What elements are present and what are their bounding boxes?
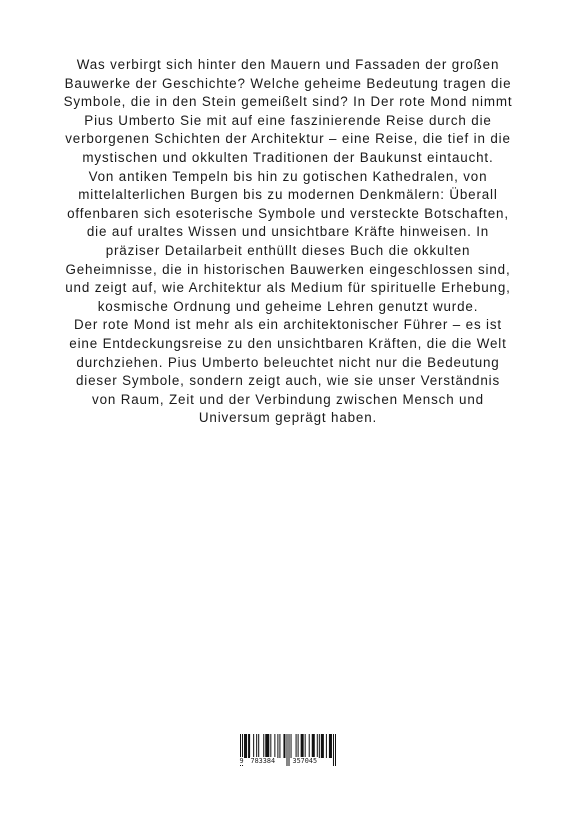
barcode-bar — [274, 734, 275, 758]
barcode-bar — [248, 734, 250, 758]
isbn-right-group: 357045 — [292, 757, 318, 765]
barcode-bar — [329, 734, 332, 758]
barcode-bar — [258, 734, 259, 758]
barcode-bar — [253, 734, 254, 758]
barcode-bar — [309, 734, 310, 758]
blurb-paragraph-2: Von antiken Tempeln bis hin zu gotischen Kathedralen, von mittelalterlichen Burgen bis zu modernen Denkmälern: Überall offenbaren sich esoterische Symbole und versteckte Botschaften, die auf uraltes Wissen und unsichtbare Kräfte hinweisen. In präziser Detailarbeit enthüllt dieses Buch die okkulten Geheimnisse, die in historischen Bauwerken eingeschlossen sind, und zeigt auf, wie Architektur als Medium für spirituelle Erhebung, kosmische Ordnung und geheime Lehren genutzt wurde. — [65, 168, 511, 314]
barcode-bar — [291, 734, 292, 758]
barcode-bar — [301, 734, 304, 758]
barcode-bar — [265, 734, 269, 758]
blurb-paragraph-3: Der rote Mond ist mehr als ein architektonischer Führer – es ist eine Entdeckungsreise zu den unsichtbaren Kräften, die die Welt durchziehen. Pius Umberto beleuchtet nicht nur die Bedeutung dieser Symbole, sondern zeigt auch, wie sie unser Verständnis von Raum, Zeit und der Verbindung zwischen Mensch und Universum geprägt haben. — [69, 317, 507, 426]
barcode-bar — [244, 734, 247, 758]
barcode-bar — [317, 734, 318, 758]
barcode-bar — [270, 734, 271, 758]
barcode-bar — [305, 734, 306, 758]
barcode-bar — [319, 734, 320, 758]
barcode-bar — [326, 734, 327, 758]
barcode-bar — [263, 734, 264, 758]
barcode-bar — [312, 734, 315, 758]
barcode-bar — [283, 734, 285, 758]
isbn-lead-digit: 9 — [239, 757, 244, 765]
isbn-left-group: 783384 — [250, 757, 276, 765]
blurb-paragraph-1: Was verbirgt sich hinter den Mauern und Fassaden der großen Bauwerke der Geschichte? Welche geheime Bedeutung tragen die Symbole, die in den Stein gemeißelt sind? In Der rote Mond nimmt Pius Umberto Sie mit auf eine faszinierende Reise durch die verborgenen Schichten der Architektur – eine Reise, die tief in die mystischen und okkulten Traditionen der Baukunst eintaucht. — [63, 57, 513, 165]
barcode-bar — [296, 734, 297, 758]
isbn-digits — [240, 757, 336, 767]
barcode-bar — [279, 734, 280, 758]
barcode-bar — [277, 734, 278, 758]
barcode-bar — [256, 734, 257, 758]
barcode-bar — [321, 734, 324, 758]
blurb-text — [62, 56, 514, 428]
barcode-bar — [298, 734, 299, 758]
